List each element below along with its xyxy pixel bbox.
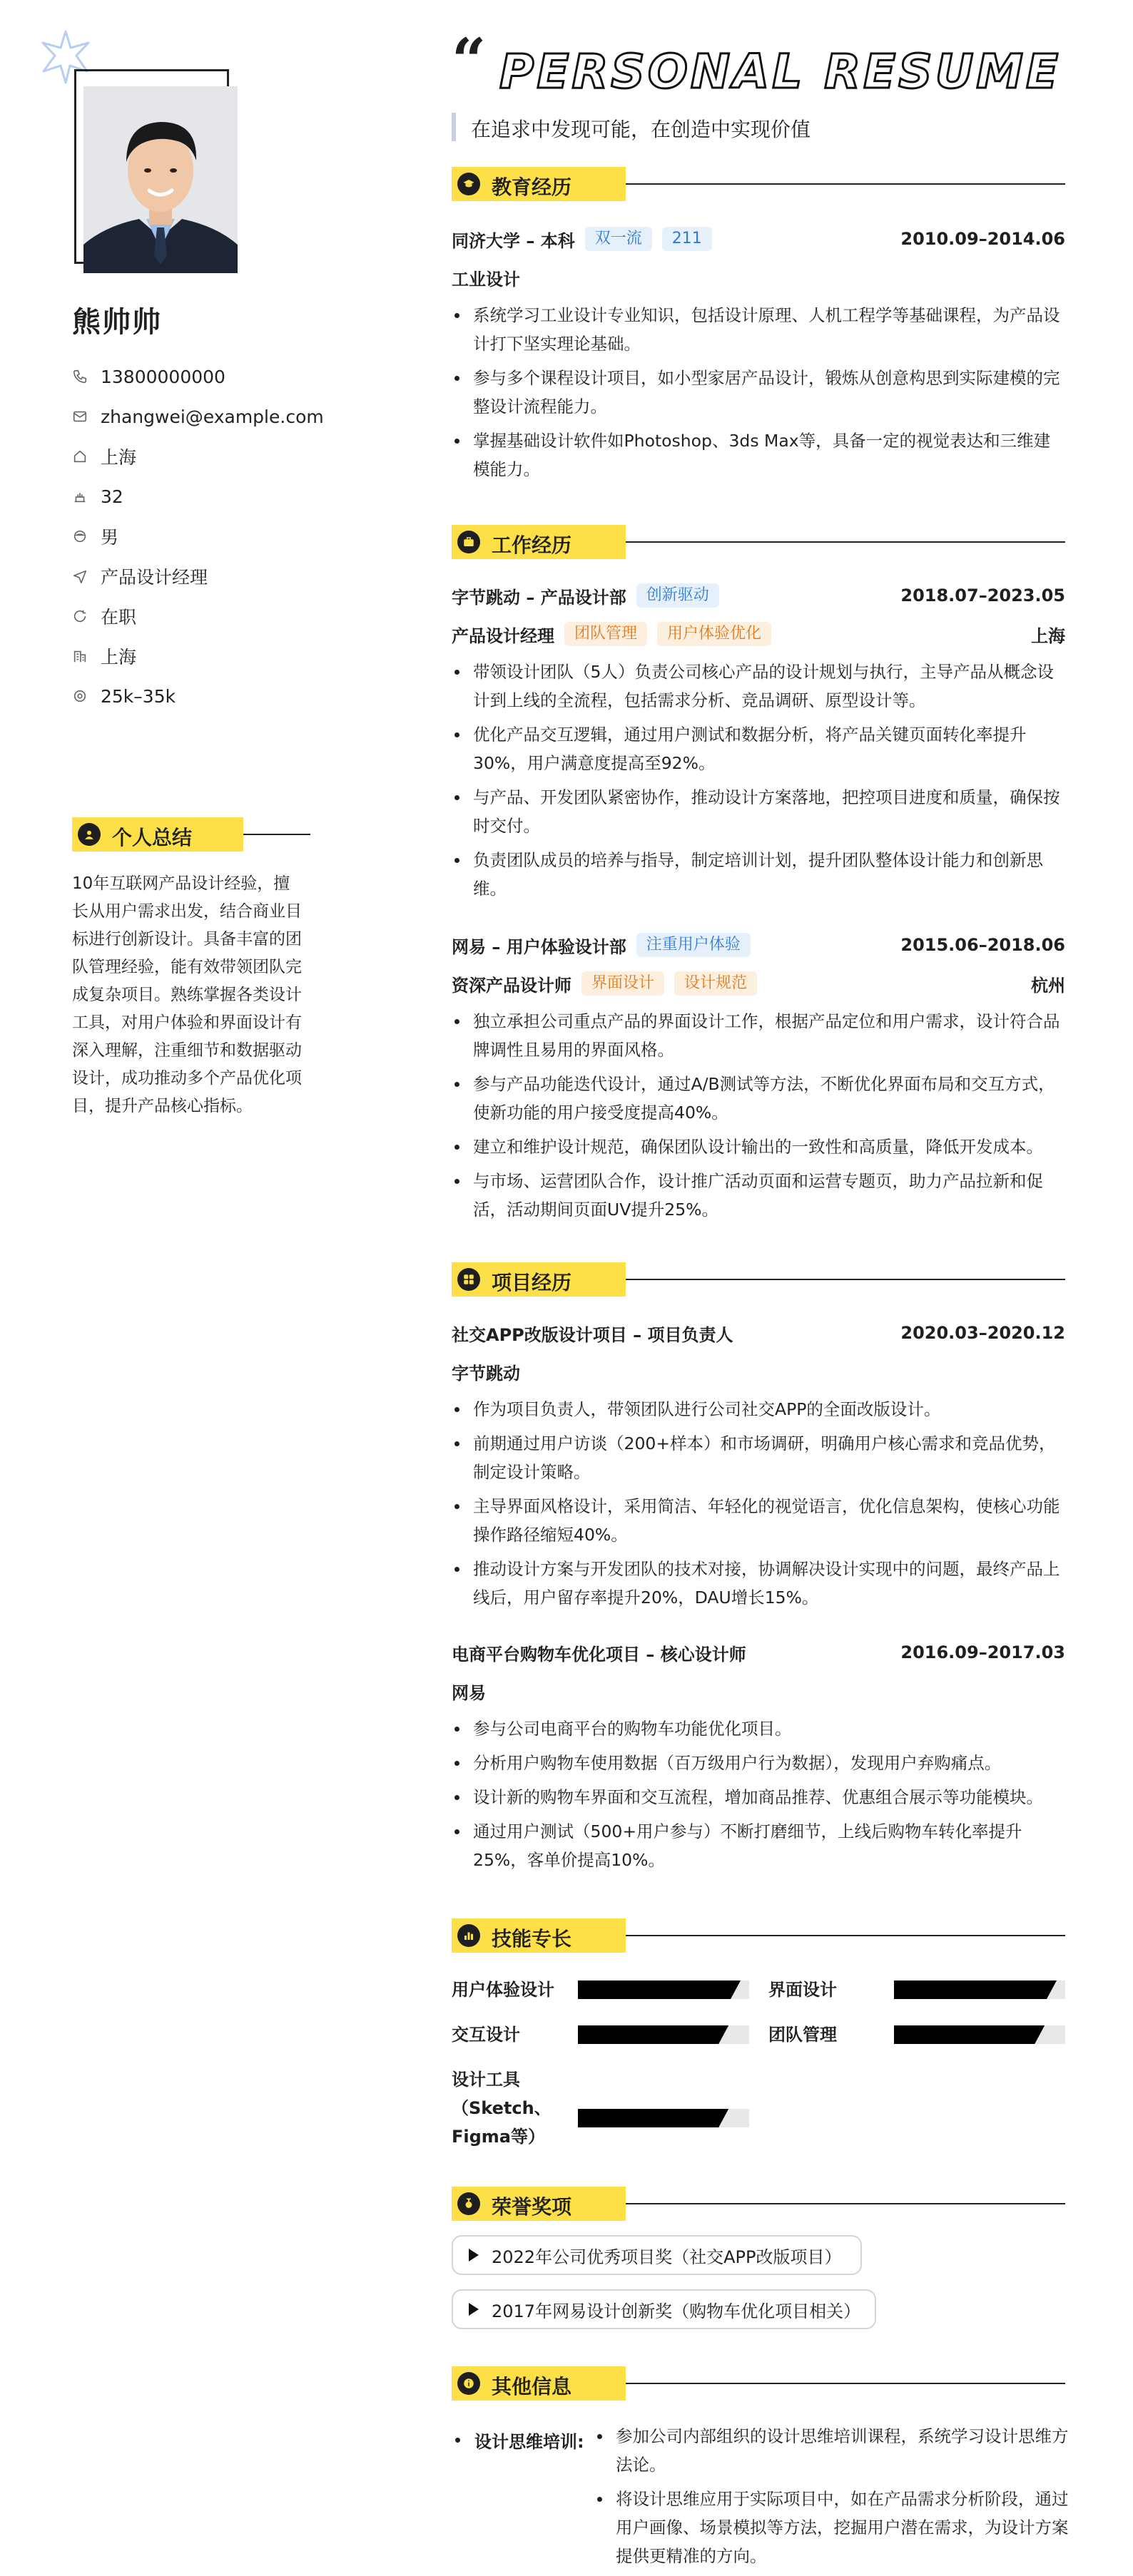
education-bullets	[452, 301, 1065, 489]
page-subtitle: 在追求中发现可能，在创造中实现价值	[471, 118, 811, 141]
bar-chart-icon	[457, 1924, 480, 1947]
list-item: 系统学习工业设计专业知识，包括设计原理、人机工程学等基础课程，为产品设计打下坚实理论基础。	[452, 301, 1065, 358]
job-date: 2018.07–2023.05	[900, 586, 1065, 605]
info-city	[72, 636, 343, 676]
project-header-row	[452, 1639, 1065, 1666]
info-salary	[72, 676, 343, 716]
skills-header-line	[626, 1935, 1065, 1936]
summary-header-line	[243, 834, 310, 835]
job-company-tag: 创新驱动	[636, 583, 719, 608]
job-bullets	[452, 1007, 1065, 1230]
skill-name: 界面设计	[768, 1980, 837, 2000]
award-item	[452, 2289, 876, 2329]
list-item: 通过用户测试（500+用户参与）不断打磨细节，上线后购物车转化率提升25%，客单价提高10%。	[452, 1817, 1065, 1874]
phone-icon	[72, 369, 88, 384]
skill-bar-fill	[578, 2109, 728, 2127]
skill-bar-fill	[578, 2025, 728, 2044]
education-major-row	[452, 264, 1065, 291]
status-icon	[72, 608, 88, 624]
info-status	[72, 596, 343, 636]
award-text: 2017年网易设计创新奖（购物车优化项目相关）	[492, 2301, 861, 2321]
skill-name-line: （Sketch、	[452, 2098, 552, 2118]
job-role-tag: 界面设计	[581, 971, 664, 996]
project-org-row	[452, 1677, 1065, 1704]
list-item: 负责团队成员的培养与指导，制定培训计划，提升团队整体设计能力和创新思维。	[452, 846, 1065, 903]
projects-title: 项目经历	[492, 1271, 572, 1294]
contact-info-list	[72, 357, 343, 716]
job-date: 2015.06–2018.06	[900, 935, 1065, 955]
projects-section-header	[452, 1262, 1065, 1297]
skills-title: 技能专长	[492, 1927, 572, 1951]
list-item: 掌握基础设计软件如Photoshop、3ds Max等，具备一定的视觉表达和三维建模能力。	[452, 426, 1065, 484]
project-header-row	[452, 1319, 1065, 1346]
education-date: 2010.09–2014.06	[900, 229, 1065, 249]
job-role: 资深产品设计师	[452, 975, 571, 996]
play-triangle-icon	[469, 2303, 479, 2316]
project-name: 电商平台购物车优化项目 – 核心设计师	[452, 1644, 746, 1665]
skill-bar	[894, 2025, 1065, 2044]
work-section-header	[452, 525, 1065, 559]
other-label: 设计思维培训:	[474, 2432, 584, 2452]
grid-icon	[457, 1268, 480, 1291]
skill-name-line: 设计工具	[452, 2070, 520, 2090]
info-status-text: 在职	[101, 607, 137, 628]
list-item: 带领设计团队（5人）负责公司核心产品的设计规划与执行，主导产品从概念设计到上线的全流程，包括需求分析、竞品调研、原型设计等。	[452, 658, 1065, 715]
awards-title: 荣誉奖项	[492, 2195, 572, 2219]
info-position	[72, 556, 343, 596]
job-role-tag: 用户体验优化	[657, 622, 771, 646]
info-age-text: 32	[101, 486, 123, 507]
info-salary-text: 25k–35k	[101, 685, 176, 707]
info-location	[72, 436, 343, 476]
page-title: PERSONAL RESUME	[499, 44, 1062, 99]
award-item	[452, 2235, 862, 2275]
award-text: 2022年公司优秀项目奖（社交APP改版项目）	[492, 2247, 842, 2267]
info-phone	[72, 357, 343, 397]
other-header-line	[626, 2383, 1065, 2384]
job-city: 上海	[1031, 625, 1065, 646]
job-role-row	[452, 970, 1065, 997]
other-bullet-dot	[455, 2438, 460, 2443]
skill-bar-fill	[894, 1980, 1057, 1999]
education-section-header	[452, 167, 1065, 201]
skill-name-multiline	[452, 2065, 552, 2151]
education-school: 同济大学 – 本科	[452, 230, 575, 251]
list-item: 前期通过用户访谈（200+样本）和市场调研，明确用户核心需求和竞品优势，制定设计策略。	[452, 1429, 1065, 1486]
project-bullets	[452, 1395, 1065, 1617]
job-bullets	[452, 658, 1065, 909]
list-item: 推动设计方案与开发团队的技术对接，协调解决设计实现中的问题，最终产品上线后，用户留存率提升20%，DAU增长15%。	[452, 1555, 1065, 1612]
job-company: 网易 – 用户体验设计部	[452, 936, 626, 957]
avatar	[83, 86, 238, 273]
city-icon	[72, 648, 88, 664]
skill-bar	[894, 1980, 1065, 1999]
list-item: 与市场、运营团队合作，设计推广活动页面和运营专题页，助力产品拉新和促活，活动期间页面UV提升25%。	[452, 1167, 1065, 1224]
projects-header-line	[626, 1279, 1065, 1280]
education-title: 教育经历	[492, 175, 572, 199]
education-school-row	[452, 225, 1065, 252]
salary-icon	[72, 688, 88, 704]
list-item: 将设计思维应用于实际项目中，如在产品需求分析阶段，通过用户画像、场景模拟等方法，挖掘用户潜在需求，为设计方案提供更精准的方向。	[594, 2485, 1069, 2570]
project-date: 2016.09–2017.03	[900, 1642, 1065, 1662]
send-icon	[72, 568, 88, 584]
other-bullets	[594, 2422, 1069, 2576]
skill-name: 交互设计	[452, 2025, 520, 2045]
list-item: 参与公司电商平台的购物车功能优化项目。	[452, 1714, 1065, 1743]
job-role-tag: 设计规范	[674, 971, 757, 996]
subtitle-accent-bar	[452, 113, 456, 141]
sidebar	[0, 0, 371, 2572]
work-header-line	[626, 541, 1065, 543]
info-city-text: 上海	[101, 647, 137, 668]
info-icon	[457, 2372, 480, 2395]
job-city: 杭州	[1031, 975, 1065, 996]
play-triangle-icon	[469, 2249, 479, 2261]
education-tag: 双一流	[585, 227, 652, 251]
awards-section-header	[452, 2187, 1065, 2221]
other-title: 其他信息	[492, 2375, 572, 2398]
skills-section-header	[452, 1918, 1065, 1953]
project-org: 字节跳动	[452, 1363, 520, 1384]
other-section-header	[452, 2366, 1065, 2401]
list-item: 参与多个课程设计项目，如小型家居产品设计，锻炼从创意构思到实际建模的完整设计流程能力。	[452, 364, 1065, 421]
info-gender	[72, 516, 343, 556]
info-gender-text: 男	[101, 527, 119, 548]
awards-header-line	[626, 2203, 1065, 2204]
project-org-row	[452, 1358, 1065, 1385]
job-header-row	[452, 582, 1065, 609]
briefcase-icon	[457, 531, 480, 553]
project-bullets	[452, 1714, 1065, 1880]
info-location-text: 上海	[101, 447, 137, 468]
job-header-row	[452, 931, 1065, 959]
info-age	[72, 476, 343, 516]
graduation-cap-icon	[457, 173, 480, 195]
info-phone-text: 13800000000	[101, 366, 225, 387]
skill-name: 团队管理	[768, 2025, 837, 2045]
skill-bar-fill	[578, 1980, 741, 1999]
summary-title: 个人总结	[112, 826, 193, 849]
list-item: 设计新的购物车界面和交互流程，增加商品推荐、优惠组合展示等功能模块。	[452, 1783, 1065, 1811]
skill-bar	[578, 1980, 749, 1999]
job-company: 字节跳动 – 产品设计部	[452, 587, 626, 608]
home-icon	[72, 449, 88, 464]
skill-bar	[578, 2025, 749, 2044]
project-org: 网易	[452, 1682, 486, 1703]
education-major: 工业设计	[452, 269, 520, 290]
age-icon	[72, 489, 88, 504]
list-item: 与产品、开发团队紧密协作，推动设计方案落地，把控项目进度和质量，确保按时交付。	[452, 783, 1065, 840]
skill-name: 用户体验设计	[452, 1980, 554, 2000]
summary-section-header	[72, 817, 310, 852]
info-email	[72, 397, 343, 436]
list-item: 作为项目负责人，带领团队进行公司社交APP的全面改版设计。	[452, 1395, 1065, 1424]
skill-name-line: Figma等）	[452, 2127, 546, 2147]
education-tag: 211	[662, 227, 712, 251]
list-item: 主导界面风格设计，采用简洁、年轻化的视觉语言，优化信息架构，使核心功能操作路径缩短40%。	[452, 1492, 1065, 1549]
summary-text: 10年互联网产品设计经验，擅长从用户需求出发，结合商业目标进行创新设计。具备丰富的团队管理经验，能有效带领团队完成复杂项目。熟练掌握各类设计工具，对用户体验和界面设计有深入理解，注重细节和数据驱动设计，成功推动多个产品优化项目，提升产品核心指标。	[72, 874, 302, 1115]
quote-mark: “	[452, 25, 487, 96]
job-role-row	[452, 620, 1065, 648]
job-role-tag: 团队管理	[564, 622, 647, 646]
education-header-line	[626, 183, 1065, 185]
job-company-tag: 注重用户体验	[636, 933, 751, 957]
list-item: 独立承担公司重点产品的界面设计工作，根据产品定位和用户需求，设计符合品牌调性且易用的界面风格。	[452, 1007, 1065, 1064]
skill-bar-fill	[894, 2025, 1045, 2044]
gender-icon	[72, 528, 88, 544]
list-item: 分析用户购物车使用数据（百万级用户行为数据），发现用户弃购痛点。	[452, 1749, 1065, 1777]
job-role: 产品设计经理	[452, 625, 554, 646]
project-date: 2020.03–2020.12	[900, 1323, 1065, 1343]
list-item: 参与产品功能迭代设计，通过A/B测试等方法，不断优化界面布局和交互方式，使新功能的用户接受度提高40%。	[452, 1070, 1065, 1127]
user-icon	[78, 823, 101, 846]
list-item: 建立和维护设计规范，确保团队设计输出的一致性和高质量，降低开发成本。	[452, 1133, 1065, 1161]
profile-name: 熊帅帅	[72, 306, 162, 339]
mail-icon	[72, 409, 88, 424]
list-item: 参加公司内部组织的设计思维培训课程，系统学习设计思维方法论。	[594, 2422, 1069, 2479]
info-position-text: 产品设计经理	[101, 567, 208, 588]
list-item: 优化产品交互逻辑，通过用户测试和数据分析，将产品关键页面转化率提升30%，用户满意度提高至92%。	[452, 720, 1065, 777]
skill-bar	[578, 2109, 749, 2127]
project-name: 社交APP改版设计项目 – 项目负责人	[452, 1324, 733, 1345]
work-title: 工作经历	[492, 533, 572, 557]
medal-icon	[457, 2192, 480, 2215]
info-email-text: zhangwei@example.com	[101, 406, 324, 427]
